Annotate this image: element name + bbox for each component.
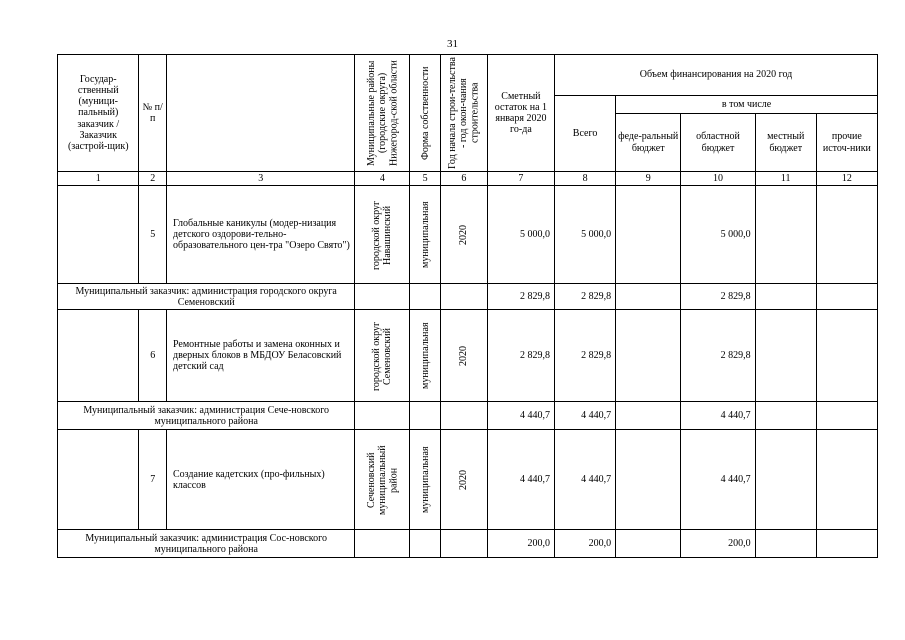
ownership: муниципальная (419, 201, 431, 268)
customer-label: Муниципальный заказчик: администрация Сос-новского муниципального района (58, 530, 355, 558)
header-other: прочие источ-ники (816, 114, 877, 172)
empty-cell (58, 430, 139, 530)
year-cell (440, 310, 487, 402)
total: 4 440,7 (555, 430, 616, 530)
year: 2020 (458, 224, 470, 245)
estimate: 2 829,8 (487, 284, 554, 310)
col-number: 6 (440, 172, 487, 186)
estimate: 4 440,7 (487, 402, 554, 430)
empty-cell (410, 530, 441, 558)
ownership-cell (410, 430, 441, 530)
row-num: 5 (139, 186, 167, 284)
other (816, 186, 877, 284)
header-years-cell (440, 55, 487, 172)
empty-cell (355, 402, 410, 430)
empty-cell (410, 284, 441, 310)
year: 2020 (458, 345, 470, 366)
col-number: 8 (555, 172, 616, 186)
row-num: 6 (139, 310, 167, 402)
ownership: муниципальная (419, 446, 431, 513)
col-number: 3 (166, 172, 354, 186)
federal (616, 430, 681, 530)
local (755, 530, 816, 558)
project-name: Создание кадетских (про-фильных) классов (166, 430, 354, 530)
local (755, 186, 816, 284)
federal (616, 402, 681, 430)
col-number: 9 (616, 172, 681, 186)
col-number: 7 (487, 172, 554, 186)
empty-cell (440, 530, 487, 558)
table-row (58, 430, 878, 530)
municipality-cell (355, 310, 410, 402)
estimate: 2 829,8 (487, 310, 554, 402)
other (816, 430, 877, 530)
header-num: № п/п (139, 55, 167, 172)
header-federal: феде-ральный бюджет (616, 114, 681, 172)
header-name-blank (166, 55, 354, 172)
year-cell (440, 430, 487, 530)
municipality-cell (355, 430, 410, 530)
year-cell (440, 186, 487, 284)
header-years: Год начала строи-тельства - год окон-чания строительства (447, 57, 481, 169)
other (816, 310, 877, 402)
table-row (58, 530, 878, 558)
header-municipality-cell (355, 55, 410, 172)
other (816, 530, 877, 558)
regional: 2 829,8 (681, 310, 755, 402)
total: 2 829,8 (555, 310, 616, 402)
col-number: 1 (58, 172, 139, 186)
header-row-1 (58, 55, 878, 96)
header-total: Всего (555, 96, 616, 172)
header-regional: областной бюджет (681, 114, 755, 172)
funding-table (57, 54, 878, 558)
ownership-cell (410, 186, 441, 284)
total: 4 440,7 (555, 402, 616, 430)
header-ownership-cell (410, 55, 441, 172)
federal (616, 310, 681, 402)
federal (616, 186, 681, 284)
col-number: 5 (410, 172, 441, 186)
project-name: Глобальные каникулы (модер-низация детского оздорови-тельно-образовательного цен-тра "Озеро Свято") (166, 186, 354, 284)
column-numbers-row (58, 172, 878, 186)
local (755, 402, 816, 430)
other (816, 284, 877, 310)
ownership-cell (410, 310, 441, 402)
federal (616, 284, 681, 310)
empty-cell (440, 284, 487, 310)
regional: 4 440,7 (681, 402, 755, 430)
local (755, 310, 816, 402)
header-ownership: Форма собственности (419, 66, 431, 160)
header-funding-title: Объем финансирования на 2020 год (555, 55, 878, 96)
ownership: муниципальная (419, 322, 431, 389)
regional: 2 829,8 (681, 284, 755, 310)
municipality: городской округ Семеновский (371, 321, 394, 391)
header-municipality: Муниципальные районы (городские округа) Нижегород-ской области (365, 60, 399, 166)
table-row (58, 402, 878, 430)
year: 2020 (458, 469, 470, 490)
local (755, 430, 816, 530)
total: 2 829,8 (555, 284, 616, 310)
table-row (58, 284, 878, 310)
estimate: 4 440,7 (487, 430, 554, 530)
table-row (58, 310, 878, 402)
empty-cell (410, 402, 441, 430)
col-number: 12 (816, 172, 877, 186)
municipality: Сеченовский муниципальный район (365, 444, 399, 515)
col-number: 10 (681, 172, 755, 186)
header-estimate: Сметный остаток на 1 января 2020 го-да (487, 55, 554, 172)
estimate: 5 000,0 (487, 186, 554, 284)
total: 5 000,0 (555, 186, 616, 284)
local (755, 284, 816, 310)
municipality: городской округ Навашинский (371, 200, 394, 270)
customer-label: Муниципальный заказчик: администрация городского округа Семеновский (58, 284, 355, 310)
empty-cell (355, 284, 410, 310)
other (816, 402, 877, 430)
empty-cell (440, 402, 487, 430)
table-row (58, 186, 878, 284)
col-number: 11 (755, 172, 816, 186)
header-customer: Государ-ственный (муници-пальный) заказчик / Заказчик (застрой-щик) (58, 55, 139, 172)
regional: 200,0 (681, 530, 755, 558)
row-num: 7 (139, 430, 167, 530)
federal (616, 530, 681, 558)
page-number: 31 (447, 38, 458, 50)
project-name: Ремонтные работы и замена оконных и дверных блоков в МБДОУ Беласовский детский сад (166, 310, 354, 402)
header-local: местный бюджет (755, 114, 816, 172)
empty-cell (355, 530, 410, 558)
header-including: в том числе (616, 96, 878, 114)
empty-cell (58, 186, 139, 284)
col-number: 2 (139, 172, 167, 186)
total: 200,0 (555, 530, 616, 558)
regional: 5 000,0 (681, 186, 755, 284)
empty-cell (58, 310, 139, 402)
regional: 4 440,7 (681, 430, 755, 530)
col-number: 4 (355, 172, 410, 186)
customer-label: Муниципальный заказчик: администрация Сече-новского муниципального района (58, 402, 355, 430)
estimate: 200,0 (487, 530, 554, 558)
municipality-cell (355, 186, 410, 284)
